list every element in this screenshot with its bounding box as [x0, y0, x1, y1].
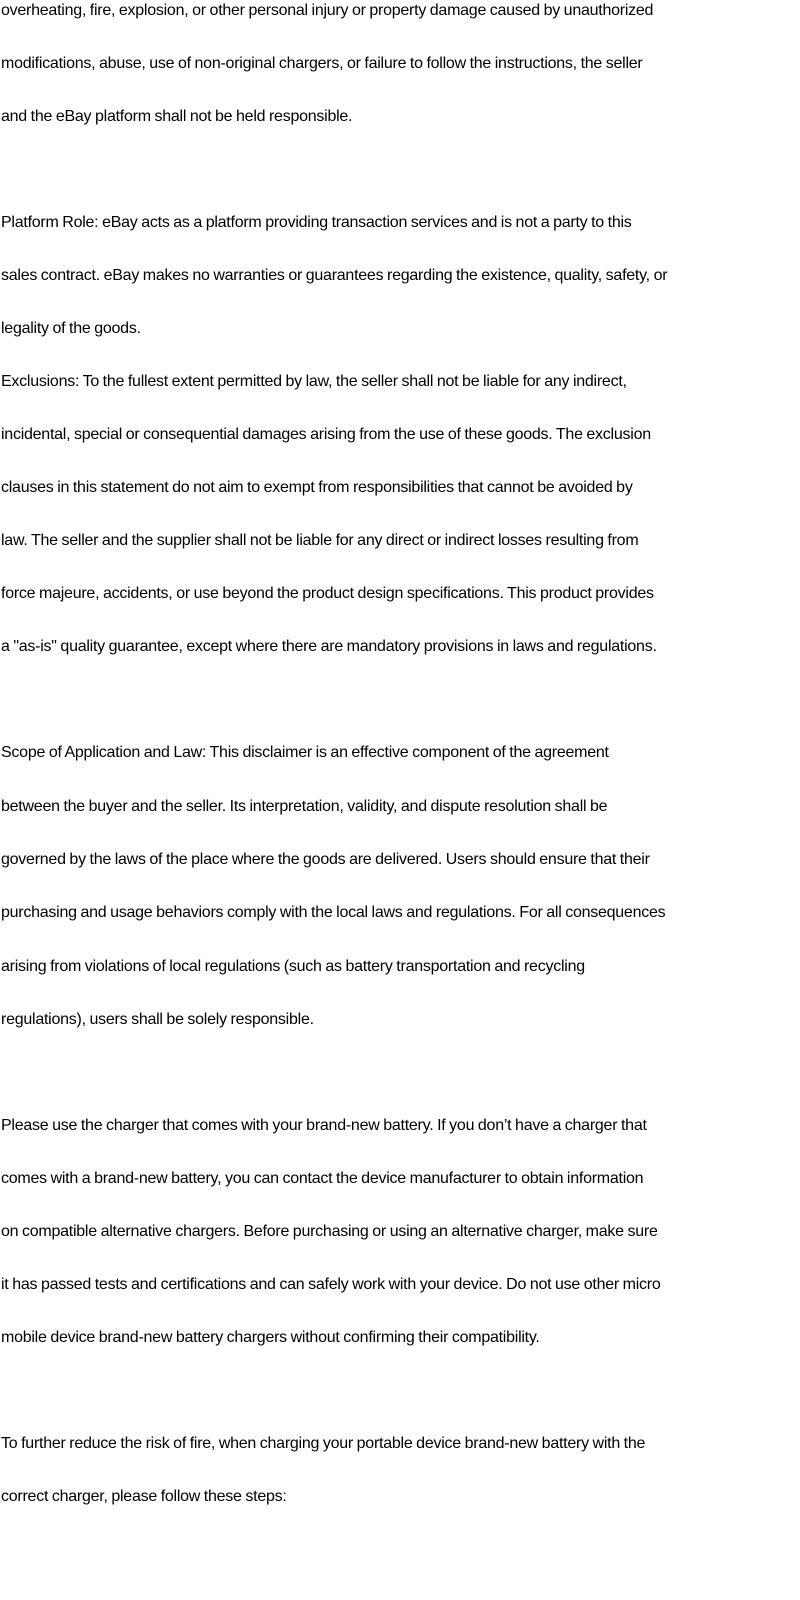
text-line: incidental, special or consequential damages arising from the use of these goods. The exclusion	[1, 426, 651, 443]
text-line: between the buyer and the seller. Its interpretation, validity, and dispute resolution shall be	[1, 798, 608, 815]
text-line: modifications, abuse, use of non-original chargers, or failure to follow the instructions, the seller	[1, 55, 643, 72]
text-line: arising from violations of local regulations (such as battery transportation and recycling	[1, 958, 585, 975]
text-line: To further reduce the risk of fire, when charging your portable device brand-new battery with the	[1, 1435, 646, 1452]
text-line: and the eBay platform shall not be held responsible.	[1, 108, 353, 125]
text-line: legality of the goods.	[1, 320, 141, 337]
text-line: Scope of Application and Law: This disclaimer is an effective component of the agreement	[1, 744, 609, 761]
text-line: law. The seller and the supplier shall not be liable for any direct or indirect losses resulting from	[1, 532, 639, 549]
text-line: purchasing and usage behaviors comply with the local laws and regulations. For all consequences	[1, 904, 666, 921]
text-line: comes with a brand-new battery, you can contact the device manufacturer to obtain information	[1, 1170, 644, 1187]
text-line: overheating, fire, explosion, or other personal injury or property damage caused by unauthorized	[1, 2, 654, 19]
text-line: regulations), users shall be solely responsible.	[1, 1011, 314, 1028]
text-line: governed by the laws of the place where the goods are delivered. Users should ensure that their	[1, 851, 650, 868]
text-line: Exclusions: To the fullest extent permitted by law, the seller shall not be liable for any indirect,	[1, 373, 627, 390]
text-line: Platform Role: eBay acts as a platform providing transaction services and is not a party to this	[1, 214, 632, 231]
text-line: on compatible alternative chargers. Before purchasing or using an alternative charger, make sure	[1, 1223, 658, 1240]
text-line: it has passed tests and certifications and can safely work with your device. Do not use other micro	[1, 1276, 661, 1293]
text-line: clauses in this statement do not aim to exempt from responsibilities that cannot be avoided by	[1, 479, 633, 496]
text-line: Please use the charger that comes with your brand-new battery. If you don’t have a charger that	[1, 1117, 647, 1134]
text-line: a "as-is" quality guarantee, except where there are mandatory provisions in laws and regulations.	[1, 638, 657, 655]
text-line: correct charger, please follow these steps:	[1, 1488, 287, 1505]
text-line: mobile device brand-new battery chargers without confirming their compatibility.	[1, 1329, 540, 1346]
text-line: sales contract. eBay makes no warranties or guarantees regarding the existence, quality, safety, or	[1, 267, 668, 284]
text-line: force majeure, accidents, or use beyond the product design specifications. This product provides	[1, 585, 654, 602]
